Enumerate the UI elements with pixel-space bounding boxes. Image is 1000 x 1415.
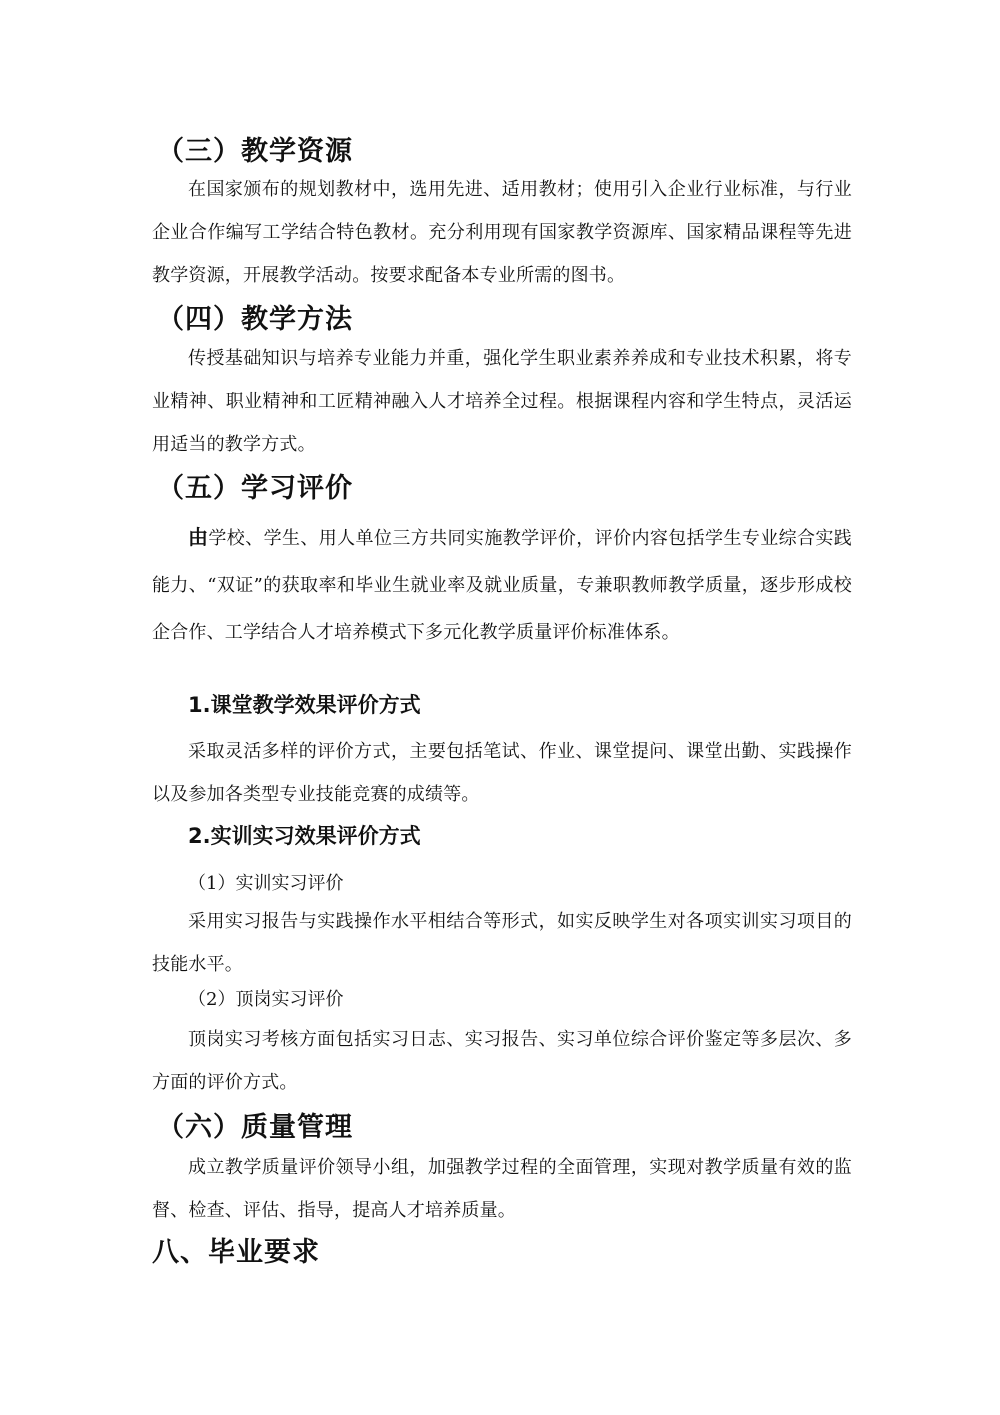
subsection-heading-classroom-evaluation: 1.课堂教学效果评价方式 [188,693,421,717]
section-heading-teaching-resources: （三）教学资源 [157,136,353,167]
item-label-internship-evaluation: （2）顶岗实习评价 [188,989,344,1010]
section-text-teaching-methods: 传授基础知识与培养专业能力并重，强化学生职业素养养成和专业技术积累，将专业精神、职业精神和工匠精神融入人才培养全过程。根据课程内容和学生特点，灵活运用适当的教学方式。 [152,348,852,455]
section-text-learning-evaluation [152,514,852,656]
section-text-teaching-resources: 在国家颁布的规划教材中，选用先进、适用教材；使用引入企业行业标准，与行业企业合作编写工学结合特色教材。充分利用现有国家教学资源库、国家精品课程等先进教学资源，开展教学活动。按要求配备本专业所需的图书。 [152,179,852,286]
item-label-training-evaluation: （1）实训实习评价 [188,873,344,894]
section-text-quality-management: 成立教学质量评价领导小组，加强教学过程的全面管理，实现对教学质量有效的监督、检查、评估、指导，提高人才培养质量。 [152,1157,852,1221]
subsection-text-classroom-evaluation: 采取灵活多样的评价方式，主要包括笔试、作业、课堂提问、课堂出勤、实践操作以及参加各类型专业技能竞赛的成绩等。 [152,741,852,805]
section-heading-teaching-methods: （四）教学方法 [157,304,353,335]
subsection-heading-training-evaluation: 2.实训实习效果评价方式 [188,824,421,848]
section-heading-quality-management: （六）质量管理 [157,1112,353,1143]
item-text-training-evaluation: 采用实习报告与实践操作水平相结合等形式，如实反映学生对各项实训实习项目的技能水平。 [152,911,852,975]
section-heading-learning-evaluation: （五）学习评价 [157,473,353,504]
section-text-learning-evaluation-body: 学校、学生、用人单位三方共同实施教学评价，评价内容包括学生专业综合实践能力、“双证”的获取率和毕业生就业率及就业质量，专兼职教师教学质量，逐步形成校企合作、工学结合人才培养模式下多元化教学质量评价标准体系。 [152,528,853,643]
lead-character: 由 [188,525,209,549]
item-text-internship-evaluation: 顶岗实习考核方面包括实习日志、实习报告、实习单位综合评价鉴定等多层次、多方面的评价方式。 [152,1029,852,1093]
chapter-heading-graduation-requirements: 八、毕业要求 [152,1237,320,1268]
